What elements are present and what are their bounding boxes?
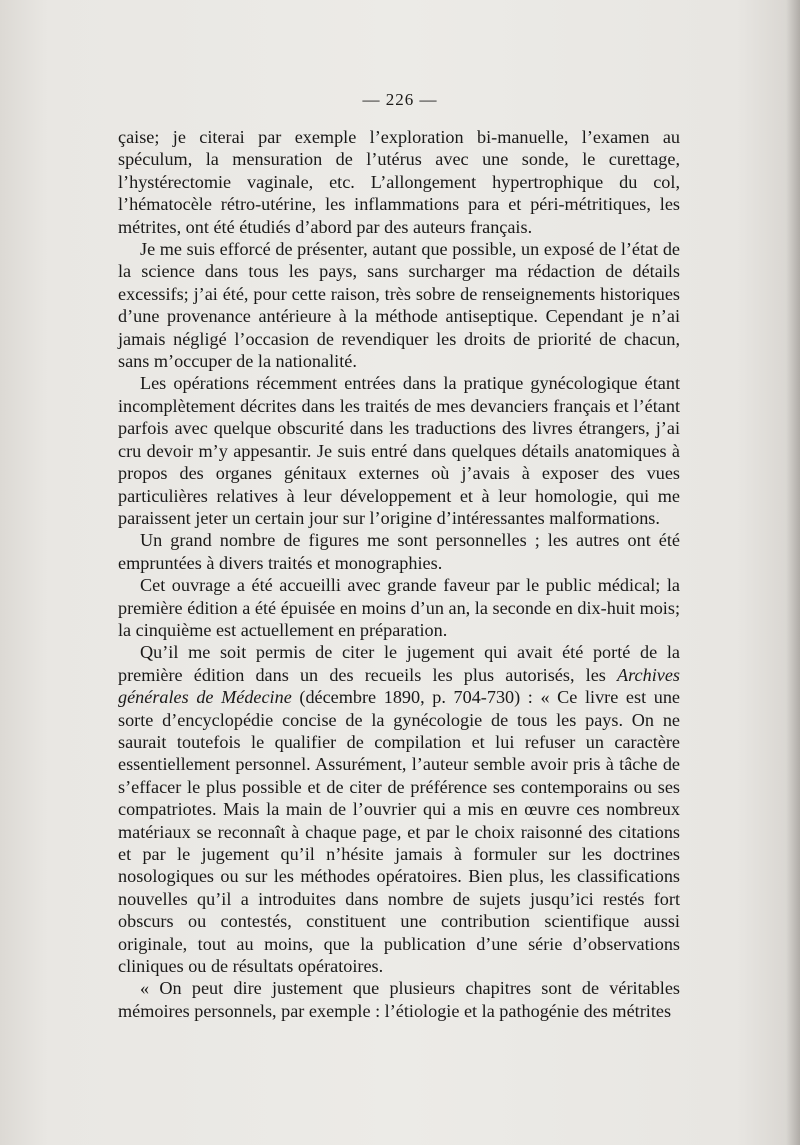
page-edge-shadow — [786, 0, 800, 1145]
journal-title: Archives générales de Médecine — [118, 664, 680, 708]
paragraph-5: Cet ouvrage a été accueilli avec grande faveur par le public médical; la première édition a été épuisée en moins d’un an, la seconde en dix-huit mois; la cinquième est actuellement en préparation. — [118, 575, 680, 640]
paragraph-7: « On peut dire justement que plusieurs chapitres sont de véritables mémoires personnels, par exemple : l’étiologie et la pathogénie des métrites — [118, 978, 680, 1021]
paragraph-6 — [118, 641, 680, 977]
paragraph-2: Je me suis efforcé de présenter, autant que possible, un exposé de l’état de la science dans tous les pays, sans surcharger ma rédaction de détails excessifs; j’ai été, pour cette raison, très sobre de renseignements historiques d’une provenance antérieure à la méthode antiseptique. Cependant je n’ai jamais négligé l’occasion de revendiquer les droits de priorité de chacun, sans m’occuper de la nationalité. — [118, 239, 680, 372]
paragraph-1: çaise; je citerai par exemple l’exploration bi-manuelle, l’examen au spéculum, la mensuration de l’utérus avec une sonde, le curettage, l’hystérectomie vaginale, etc. L’allongement hypertrophique du col, l’hématocèle rétro-utérine, les inflammations para et péri-métritiques, les métrites, ont été étudiés d’abord par des auteurs français. — [118, 127, 680, 237]
body-text — [118, 126, 680, 1022]
paragraph-6-rest: (décembre 1890, p. 704-730) : « Ce livre est une sorte d’encyclopédie concise de la gynécologie de tous les pays. On ne saurait toutefois le qualifier de compilation et lui refuser un caractère essentiellement personnel. Assurément, l’auteur semble avoir pris à tâche de s’effacer le plus possible et de citer de préférence ses contemporains ou ses compatriotes. Mais la main de l’ouvrier qui a mis en œuvre ces nombreux matériaux se reconnaît à chaque page, et par le choix raisonné des citations et par le jugement qu’il n’hésite jamais à formuler sur les doctrines nosologiques ou sur les méthodes opératoires. Bien plus, les classifications nouvelles qu’il a introduites dans nombre de sujets jusqu’ici restés fort obscurs ou contestés, constituent une contribution scientifique aussi originale, tout au moins, que la publication d’une série d’observations cliniques ou de résultats opératoires. — [118, 687, 680, 977]
page-number: — 226 — — [362, 90, 438, 109]
paragraph-6-lead: Qu’il me soit permis de citer le jugement qui avait été porté de la première édition dans un des recueils les plus autorisés, les — [118, 642, 680, 685]
paragraph-3: Les opérations récemment entrées dans la pratique gynécologique étant incomplètement décrites dans les traités de mes devanciers français et l’étant parfois avec quelque obscurité dans les traductions des livres étrangers, j’ai cru devoir m’y appesantir. Je suis entré dans quelques détails anatomiques à propos des organes génitaux externes où j’avais à exposer des vues particulières relatives à leur développement et à leur homologie, qui me paraissent jeter un certain jour sur l’origine d’intéressantes malformations. — [118, 373, 680, 528]
paragraph-4: Un grand nombre de figures me sont personnelles ; les autres ont été empruntées à divers traités et monographies. — [118, 530, 680, 573]
